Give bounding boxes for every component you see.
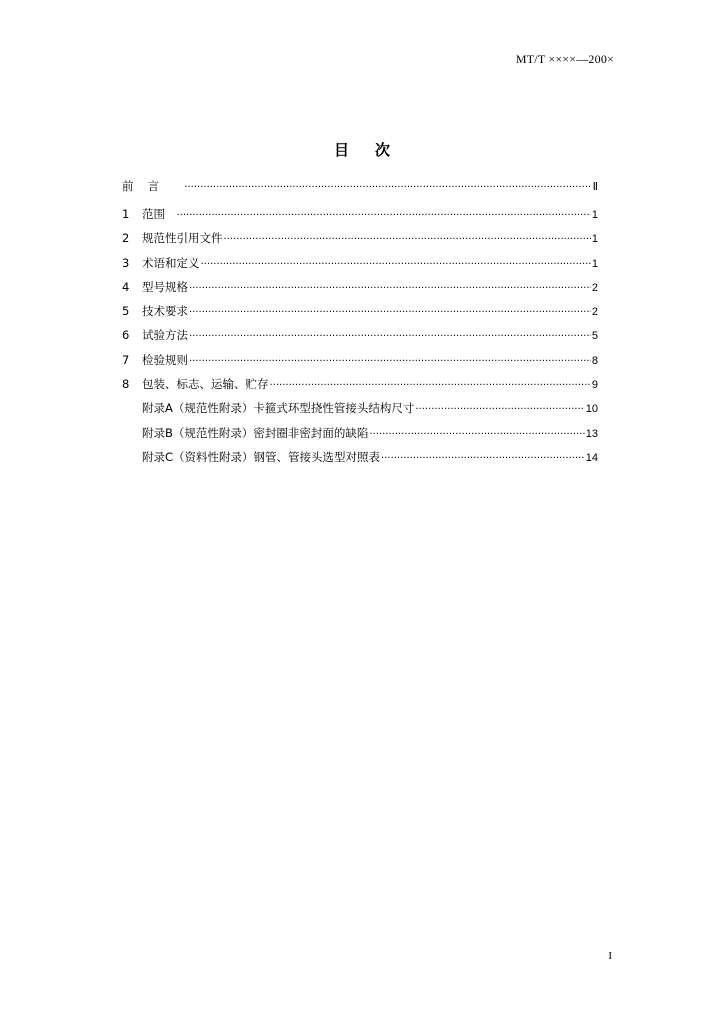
toc-leader-dots	[189, 327, 591, 347]
toc-entry-normative-references[interactable]	[122, 228, 598, 252]
toc-entry-page: 1	[591, 233, 598, 246]
toc-entry-label: 附录C（资料性附录）钢管、管接头选型对照表	[142, 449, 381, 464]
toc-leader-dots	[184, 178, 591, 198]
toc-entry-page: Ⅱ	[592, 181, 598, 193]
toc-entry-label: 附录A（规范性附录）卡箍式环型挠性管接头结构尺寸	[142, 401, 415, 416]
toc-entry-models-specs[interactable]	[122, 277, 598, 301]
toc-leader-dots	[201, 255, 591, 275]
toc-leader-dots	[415, 400, 584, 420]
toc-leader-dots	[189, 303, 591, 323]
toc-entry-page: 13	[585, 427, 598, 440]
table-of-contents	[122, 176, 598, 471]
toc-entry-page: 1	[591, 209, 598, 221]
toc-entry-number: 4	[122, 279, 130, 294]
toc-entry-page: 14	[585, 451, 598, 464]
toc-entry-label: 附录B（规范性附录）密封圈非密封面的缺陷	[142, 425, 369, 440]
toc-entry-number: 1	[122, 207, 130, 221]
toc-entry-number: 7	[122, 352, 130, 367]
toc-entry-label: 包装、标志、运输、贮存	[142, 377, 269, 392]
toc-entry-number: 5	[122, 304, 130, 319]
toc-leader-dots	[176, 206, 590, 226]
toc-entry-terms-definitions[interactable]	[122, 253, 598, 277]
toc-title: 目次	[333, 141, 416, 159]
toc-entry-label: 规范性引用文件	[142, 231, 223, 246]
toc-entry-foreword[interactable]	[122, 176, 598, 204]
toc-entry-page: 2	[591, 306, 598, 319]
toc-entry-page: 10	[585, 403, 598, 416]
toc-entry-label: 范围	[142, 207, 165, 221]
toc-entry-appendix-c[interactable]	[122, 447, 598, 471]
toc-leader-dots	[189, 279, 591, 299]
toc-leader-dots	[369, 425, 584, 445]
toc-leader-dots	[224, 230, 591, 250]
toc-entry-label: 型号规格	[142, 279, 188, 294]
toc-entry-label: 前言	[122, 179, 173, 193]
toc-entry-number: 6	[122, 328, 130, 343]
toc-entry-page: 1	[591, 257, 598, 270]
toc-leader-dots	[270, 376, 591, 396]
toc-entry-technical-requirements[interactable]	[122, 301, 598, 325]
toc-entry-label: 术语和定义	[142, 255, 200, 270]
toc-entry-label: 试验方法	[142, 328, 188, 343]
document-code: MT/T ××××—200×	[515, 52, 614, 66]
toc-entry-page: 2	[591, 281, 598, 294]
toc-entry-number: 8	[122, 377, 130, 392]
page-number: I	[608, 950, 612, 962]
toc-entry-label: 检验规则	[142, 352, 188, 367]
toc-entry-appendix-a[interactable]	[122, 398, 598, 422]
toc-entry-packaging[interactable]	[122, 374, 598, 398]
toc-leader-dots	[381, 449, 585, 469]
toc-entry-page: 8	[591, 354, 598, 367]
toc-entry-number: 3	[122, 255, 130, 270]
toc-entry-appendix-b[interactable]	[122, 423, 598, 447]
toc-entry-label: 技术要求	[142, 304, 188, 319]
toc-entry-inspection-rules[interactable]	[122, 350, 598, 374]
toc-entry-test-methods[interactable]	[122, 325, 598, 349]
toc-entry-page: 9	[591, 379, 598, 392]
toc-leader-dots	[189, 352, 591, 372]
toc-entry-scope[interactable]	[122, 204, 598, 228]
toc-entry-page: 5	[591, 330, 598, 343]
toc-entry-number: 2	[122, 231, 130, 246]
